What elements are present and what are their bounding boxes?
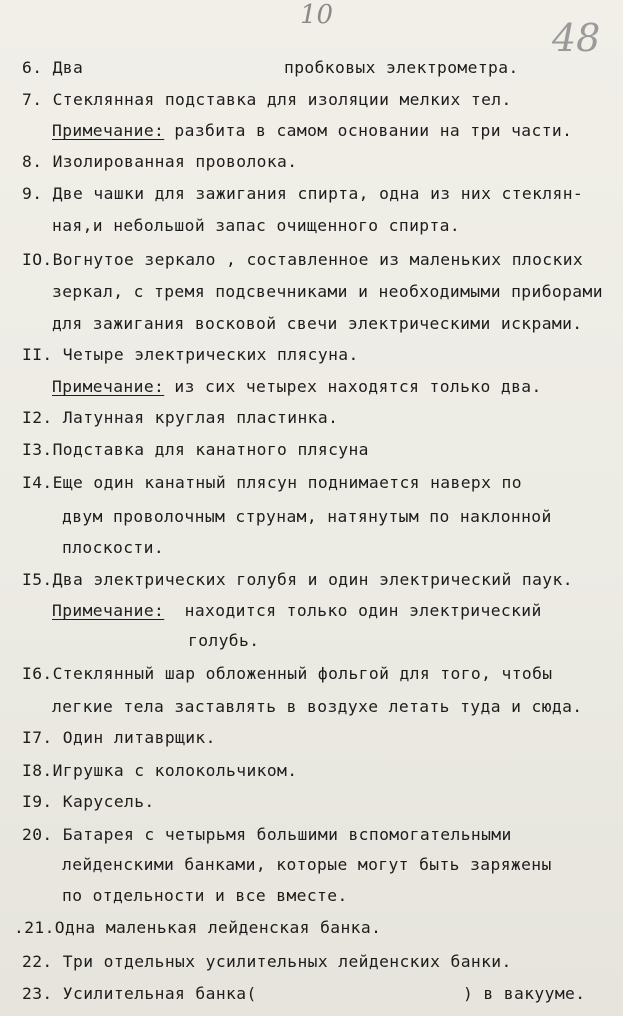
note-label: Примечание: — [52, 377, 165, 396]
item-20-continued-1: лейденскими банками, которые могут быть заряжены — [62, 855, 552, 874]
item-19: I9. Карусель. — [22, 792, 155, 811]
item-11: II. Четыре электрических плясуна. — [22, 345, 359, 364]
item-10-continued-1: зеркал, с тремя подсвечниками и необходимыми приборами — [52, 282, 603, 301]
note-label: Примечание: — [52, 601, 165, 620]
item-20-continued-2: по отдельности и все вместе. — [62, 886, 348, 905]
item-23: 23. Усилительная банка( — [22, 984, 257, 1003]
item-6-number-label: 6. Два — [22, 58, 84, 77]
item-20: 20. Батарея с четырьмя большими вспомогательными — [22, 825, 512, 844]
item-15: I5.Два электрических голубя и один электрический паук. — [22, 570, 573, 589]
handwritten-folio-number: 48 — [552, 16, 601, 60]
item-13: I3.Подставка для канатного плясуна — [22, 440, 369, 459]
item-22: 22. Три отдельных усилительных лейденских банки. — [22, 952, 512, 971]
item-7: 7. Стеклянная подставка для изоляции мелких тел. — [22, 90, 512, 109]
item-18: I8.Игрушка с колокольчиком. — [22, 761, 298, 780]
note-3-continued: голубь. — [188, 631, 260, 650]
item-17: I7. Один литаврщик. — [22, 728, 216, 747]
item-10: IO.Вогнутое зеркало , составленное из маленьких плоских — [22, 250, 584, 269]
handwritten-page-number: 10 — [300, 0, 334, 30]
item-9-continued: ная,и небольшой запас очищенного спирта. — [52, 216, 461, 235]
item-6-text: пробковых электрометра. — [284, 58, 519, 77]
item-16-continued: легкие тела заставлять в воздухе летать туда и сюда. — [52, 697, 583, 716]
item-12: I2. Латунная круглая пластинка. — [22, 408, 339, 427]
item-23-end: ) в вакууме. — [463, 984, 586, 1003]
note-1 — [52, 121, 572, 141]
note-3 — [52, 601, 542, 621]
item-14-continued-1: двум проволочным струнам, натянутым по наклонной — [62, 507, 552, 526]
item-16: I6.Стеклянный шар обложенный фольгой для того, чтобы — [22, 664, 553, 683]
item-14-continued-2: плоскости. — [62, 538, 165, 557]
item-21: .21.Одна маленькая лейденская банка. — [14, 918, 382, 937]
note-text: из сих четырех находятся только два. — [164, 377, 542, 396]
item-8: 8. Изолированная проволока. — [22, 152, 298, 171]
note-label: Примечание: — [52, 121, 165, 140]
item-14: I4.Еще один канатный плясун поднимается наверх по — [22, 473, 522, 492]
note-text: находится только один электрический — [164, 601, 542, 620]
item-10-continued-2: для зажигания восковой свечи электрическими искрами. — [52, 314, 583, 333]
item-9: 9. Две чашки для зажигания спирта, одна из них стеклян- — [22, 184, 584, 203]
note-2 — [52, 377, 542, 397]
note-text: разбита в самом основании на три части. — [164, 121, 573, 140]
